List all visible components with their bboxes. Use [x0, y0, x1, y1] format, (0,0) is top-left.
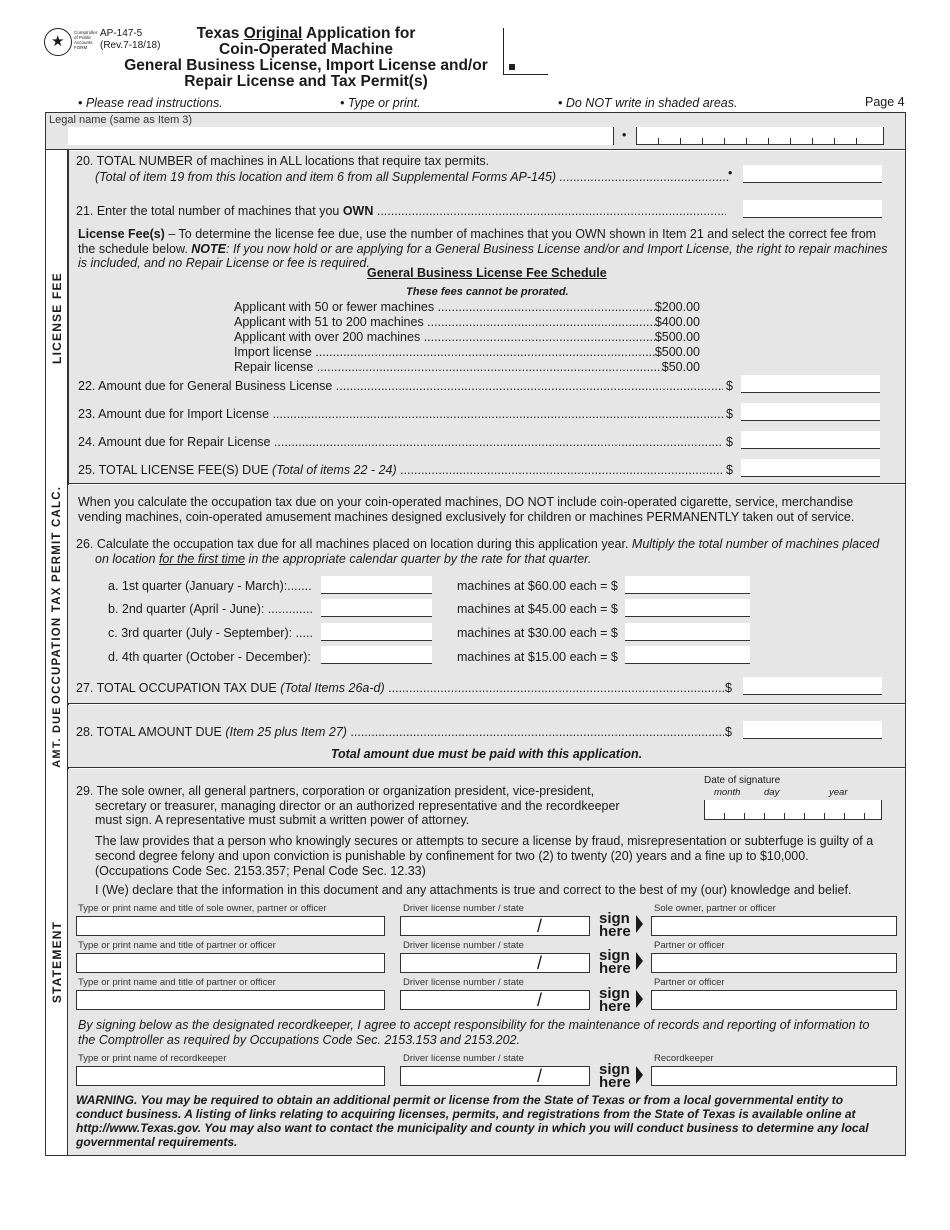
quarter-3-amount-input[interactable]	[625, 623, 750, 641]
signer-3-name-label: Type or print name and title of partner or officer	[78, 977, 276, 988]
recordkeeper-name-label: Type or print name of recordkeeper	[78, 1053, 227, 1064]
sign-here-2: sign here	[599, 949, 631, 975]
item-27-text: 27. TOTAL OCCUPATION TAX DUE (Total Items 26a-d) .....	[76, 681, 724, 695]
signer-3-signature[interactable]	[651, 990, 897, 1010]
date-day-label: day	[764, 787, 780, 798]
fee-schedule-title: General Business License Fee Schedule	[367, 266, 607, 280]
signer-2-dl-input[interactable]	[400, 953, 590, 973]
recordkeeper-signature[interactable]	[651, 1066, 897, 1086]
date-signature-label: Date of signature	[704, 775, 781, 786]
signer-1-name-input[interactable]	[76, 916, 385, 936]
item-26-text: 26. Calculate the occupation tax due for all machines placed on location during this application year. Multiply the total number of machines placed on location for the first time in the appropriate calendar quarter by the rate for that quarter.	[76, 537, 880, 566]
quarter-3-machines-input[interactable]	[321, 623, 432, 641]
star-icon: ★	[51, 33, 65, 50]
dl-slash: /	[537, 1066, 543, 1086]
date-year-label: year	[829, 787, 848, 798]
recordkeeper-text: By signing below as the designated recordkeeper, I agree to accept responsibility for the maintenance of records and reporting of information to the Comptroller as required by Occupations Code Sec. 2153.153 and 2153.202.	[78, 1018, 870, 1047]
signer-1-name-label: Type or print name and title of sole owner, partner or officer	[78, 903, 327, 914]
item-20-text: 20. TOTAL NUMBER of machines in ALL locations that require tax permits.	[76, 154, 490, 168]
occupation-tax-side-label: OCCUPATION TAX PERMIT CALC.	[51, 485, 63, 704]
item-23-input[interactable]	[741, 403, 880, 421]
item-28-dollar: $	[725, 725, 732, 739]
quarter-1-amount-input[interactable]	[625, 576, 750, 594]
signer-3-sig-label: Partner or officer	[654, 977, 725, 988]
item-28-input[interactable]	[743, 721, 882, 739]
dl-slash: /	[537, 953, 543, 973]
recordkeeper-name-input[interactable]	[76, 1066, 385, 1086]
signer-1-sig-label: Sole owner, partner or officer	[654, 903, 776, 914]
quarter-4-rate: machines at $15.00 each = $	[457, 650, 618, 664]
quarter-3-label: c. 3rd quarter (July - September): .....	[108, 626, 313, 640]
quarter-4-amount-input[interactable]	[625, 646, 750, 664]
statement-side-label: STATEMENT	[50, 920, 65, 1004]
item-24-dollar: $	[726, 435, 733, 449]
fee-row: Applicant with over 200 machines ..... $500.00	[234, 330, 700, 345]
item-24-text: 24. Amount due for Repair License .....	[78, 435, 723, 449]
office-use-marker	[509, 64, 515, 70]
date-month-label: month	[714, 787, 741, 798]
instruction-read: • Please read instructions.	[78, 96, 223, 110]
legal-name-label: Legal name (same as Item 3)	[49, 114, 193, 126]
sign-arrow-icon	[636, 915, 643, 933]
recordkeeper-dl-label: Driver license number / state	[403, 1053, 524, 1064]
title-line1: Texas Original Application for	[196, 25, 416, 42]
item-20-input[interactable]	[743, 165, 882, 183]
recordkeeper-sig-label: Recordkeeper	[654, 1053, 714, 1064]
amount-due-note: Total amount due must be paid with this application.	[330, 747, 643, 761]
signer-1-dl-input[interactable]	[400, 916, 590, 936]
fee-row: Repair license ..... $50.00	[234, 360, 700, 375]
item-25-input[interactable]	[741, 459, 880, 477]
quarter-2-machines-input[interactable]	[321, 599, 432, 617]
fee-schedule-subtitle: These fees cannot be prorated.	[406, 286, 569, 298]
license-fee-side-label: LICENSE FEE	[50, 271, 65, 364]
form-number: AP-147-5	[100, 28, 143, 39]
item-20-bullet: •	[728, 166, 733, 180]
item-23-text: 23. Amount due for Import License .....	[78, 407, 723, 421]
form-revision: (Rev.7-18/18)	[100, 40, 161, 51]
item-29-text: 29. The sole owner, all general partners, corporation or organization president, vice-president, secretary or treasurer, managing director or an authorized representative and the recordkeeper must sign. A representative must submit a written power of attorney.	[76, 784, 620, 827]
signer-3-dl-input[interactable]	[400, 990, 590, 1010]
sign-here-recordkeeper: sign here	[599, 1063, 631, 1089]
date-ticks	[704, 810, 882, 820]
fee-schedule-table	[234, 300, 700, 375]
item-22-input[interactable]	[741, 375, 880, 393]
form-title	[110, 26, 502, 90]
sign-arrow-icon	[636, 952, 643, 970]
sign-here-3: sign here	[599, 987, 631, 1013]
item-21-input[interactable]	[743, 200, 882, 218]
quarter-4-machines-input[interactable]	[321, 646, 432, 664]
legal-name-input[interactable]	[68, 127, 614, 145]
item-22-dollar: $	[726, 379, 733, 393]
signer-2-sig-label: Partner or officer	[654, 940, 725, 951]
item-23-dollar: $	[726, 407, 733, 421]
item-24-input[interactable]	[741, 431, 880, 449]
quarter-3-rate: machines at $30.00 each = $	[457, 626, 618, 640]
signer-1-signature[interactable]	[651, 916, 897, 936]
item-27-dollar: $	[725, 681, 732, 695]
fee-row: Applicant with 51 to 200 machines ..... $400.00	[234, 315, 700, 330]
title-line4: Repair License and Tax Permit(s)	[184, 73, 428, 90]
instruction-type: • Type or print.	[340, 96, 421, 110]
occupation-intro: When you calculate the occupation tax due on your coin-operated machines, DO NOT include coin-operated cigarette, service, merchandise vending machines, coin-operated amusement machines designed exclusively for children or machines PERMANENTLY taken out of service.	[78, 495, 855, 524]
quarter-2-rate: machines at $45.00 each = $	[457, 602, 618, 616]
quarter-1-label: a. 1st quarter (January - March):.......	[108, 579, 312, 593]
amount-due-side-label: AMT. DUE	[51, 705, 64, 768]
warning-text: WARNING. You may be required to obtain an additional permit or license from the State of Texas or from a local governmental entity to conduct business. A listing of links relating to acquiring licenses, permits, and registrations from the State of Texas is available online at http://www.Texas.gov. You may also want to contact the municipality and county in which you will conduct business to determine any local governmental requirements.	[76, 1093, 869, 1149]
title-line2: Coin-Operated Machine	[219, 41, 393, 58]
title-line3: General Business License, Import License and/or	[124, 57, 488, 74]
legal-name-bullet: •	[622, 128, 627, 142]
quarter-2-label: b. 2nd quarter (April - June): .............	[108, 602, 313, 616]
license-fee-instructions: License Fee(s) – To determine the license fee due, use the number of machines that you OWN shown in Item 21 and select the correct fee from the schedule below. NOTE: If you now hold or are applying for a General Business License and/or and Import License, the right to repair machines is included, and no Repair License or fee is required.	[78, 227, 888, 270]
signer-2-name-input[interactable]	[76, 953, 385, 973]
comptroller-seal	[44, 28, 72, 56]
dl-slash: /	[537, 990, 543, 1010]
quarter-1-machines-input[interactable]	[321, 576, 432, 594]
dl-slash: /	[537, 916, 543, 936]
item-25-dollar: $	[726, 463, 733, 477]
item-27-input[interactable]	[743, 677, 882, 695]
recordkeeper-dl-input[interactable]	[400, 1066, 590, 1086]
sign-arrow-icon	[636, 990, 643, 1008]
item-20-subtext: (Total of item 19 from this location and item 6 from all Supplemental Forms AP-145) .....	[95, 170, 729, 184]
fee-row: Import license ..... $500.00	[234, 345, 700, 360]
item-21-text: 21. Enter the total number of machines that you OWN .....	[76, 204, 726, 218]
sign-arrow-icon	[636, 1066, 643, 1084]
signer-2-name-label: Type or print name and title of partner or officer	[78, 940, 276, 951]
page-number: Page 4	[865, 95, 905, 109]
signer-3-name-input[interactable]	[76, 990, 385, 1010]
taxpayer-number-ticks	[636, 135, 884, 145]
signer-3-dl-label: Driver license number / state	[403, 977, 524, 988]
declaration-text: I (We) declare that the information in this document and any attachments is true and correct to the best of my (our) knowledge and belief.	[95, 883, 852, 897]
seal-text: Comptroller of Public Accounts FORM	[74, 30, 98, 50]
item-22-text: 22. Amount due for General Business License .....	[78, 379, 723, 393]
signer-2-signature[interactable]	[651, 953, 897, 973]
signer-2-dl-label: Driver license number / state	[403, 940, 524, 951]
law-text: The law provides that a person who knowingly secures or attempts to secure a license by fraud, misrepresentation or subterfuge is guilty of a second degree felony and upon conviction is punishable by confinement for two (2) to twenty (20) years and a fine up to $10,000. (Occupations Code Sec. 2153.357; Penal Code Sec. 12.33)	[95, 834, 874, 878]
quarter-1-rate: machines at $60.00 each = $	[457, 579, 618, 593]
quarter-2-amount-input[interactable]	[625, 599, 750, 617]
office-use-box	[503, 28, 548, 75]
instruction-shaded: • Do NOT write in shaded areas.	[558, 96, 738, 110]
signer-1-dl-label: Driver license number / state	[403, 903, 524, 914]
item-28-text: 28. TOTAL AMOUNT DUE (Item 25 plus Item 27) .....	[76, 725, 724, 739]
item-25-text: 25. TOTAL LICENSE FEE(S) DUE (Total of items 22 - 24) .....	[78, 463, 723, 477]
sign-here-1: sign here	[599, 912, 631, 938]
quarter-4-label: d. 4th quarter (October - December):	[108, 650, 311, 664]
fee-row: Applicant with 50 or fewer machines ..... $200.00	[234, 300, 700, 315]
